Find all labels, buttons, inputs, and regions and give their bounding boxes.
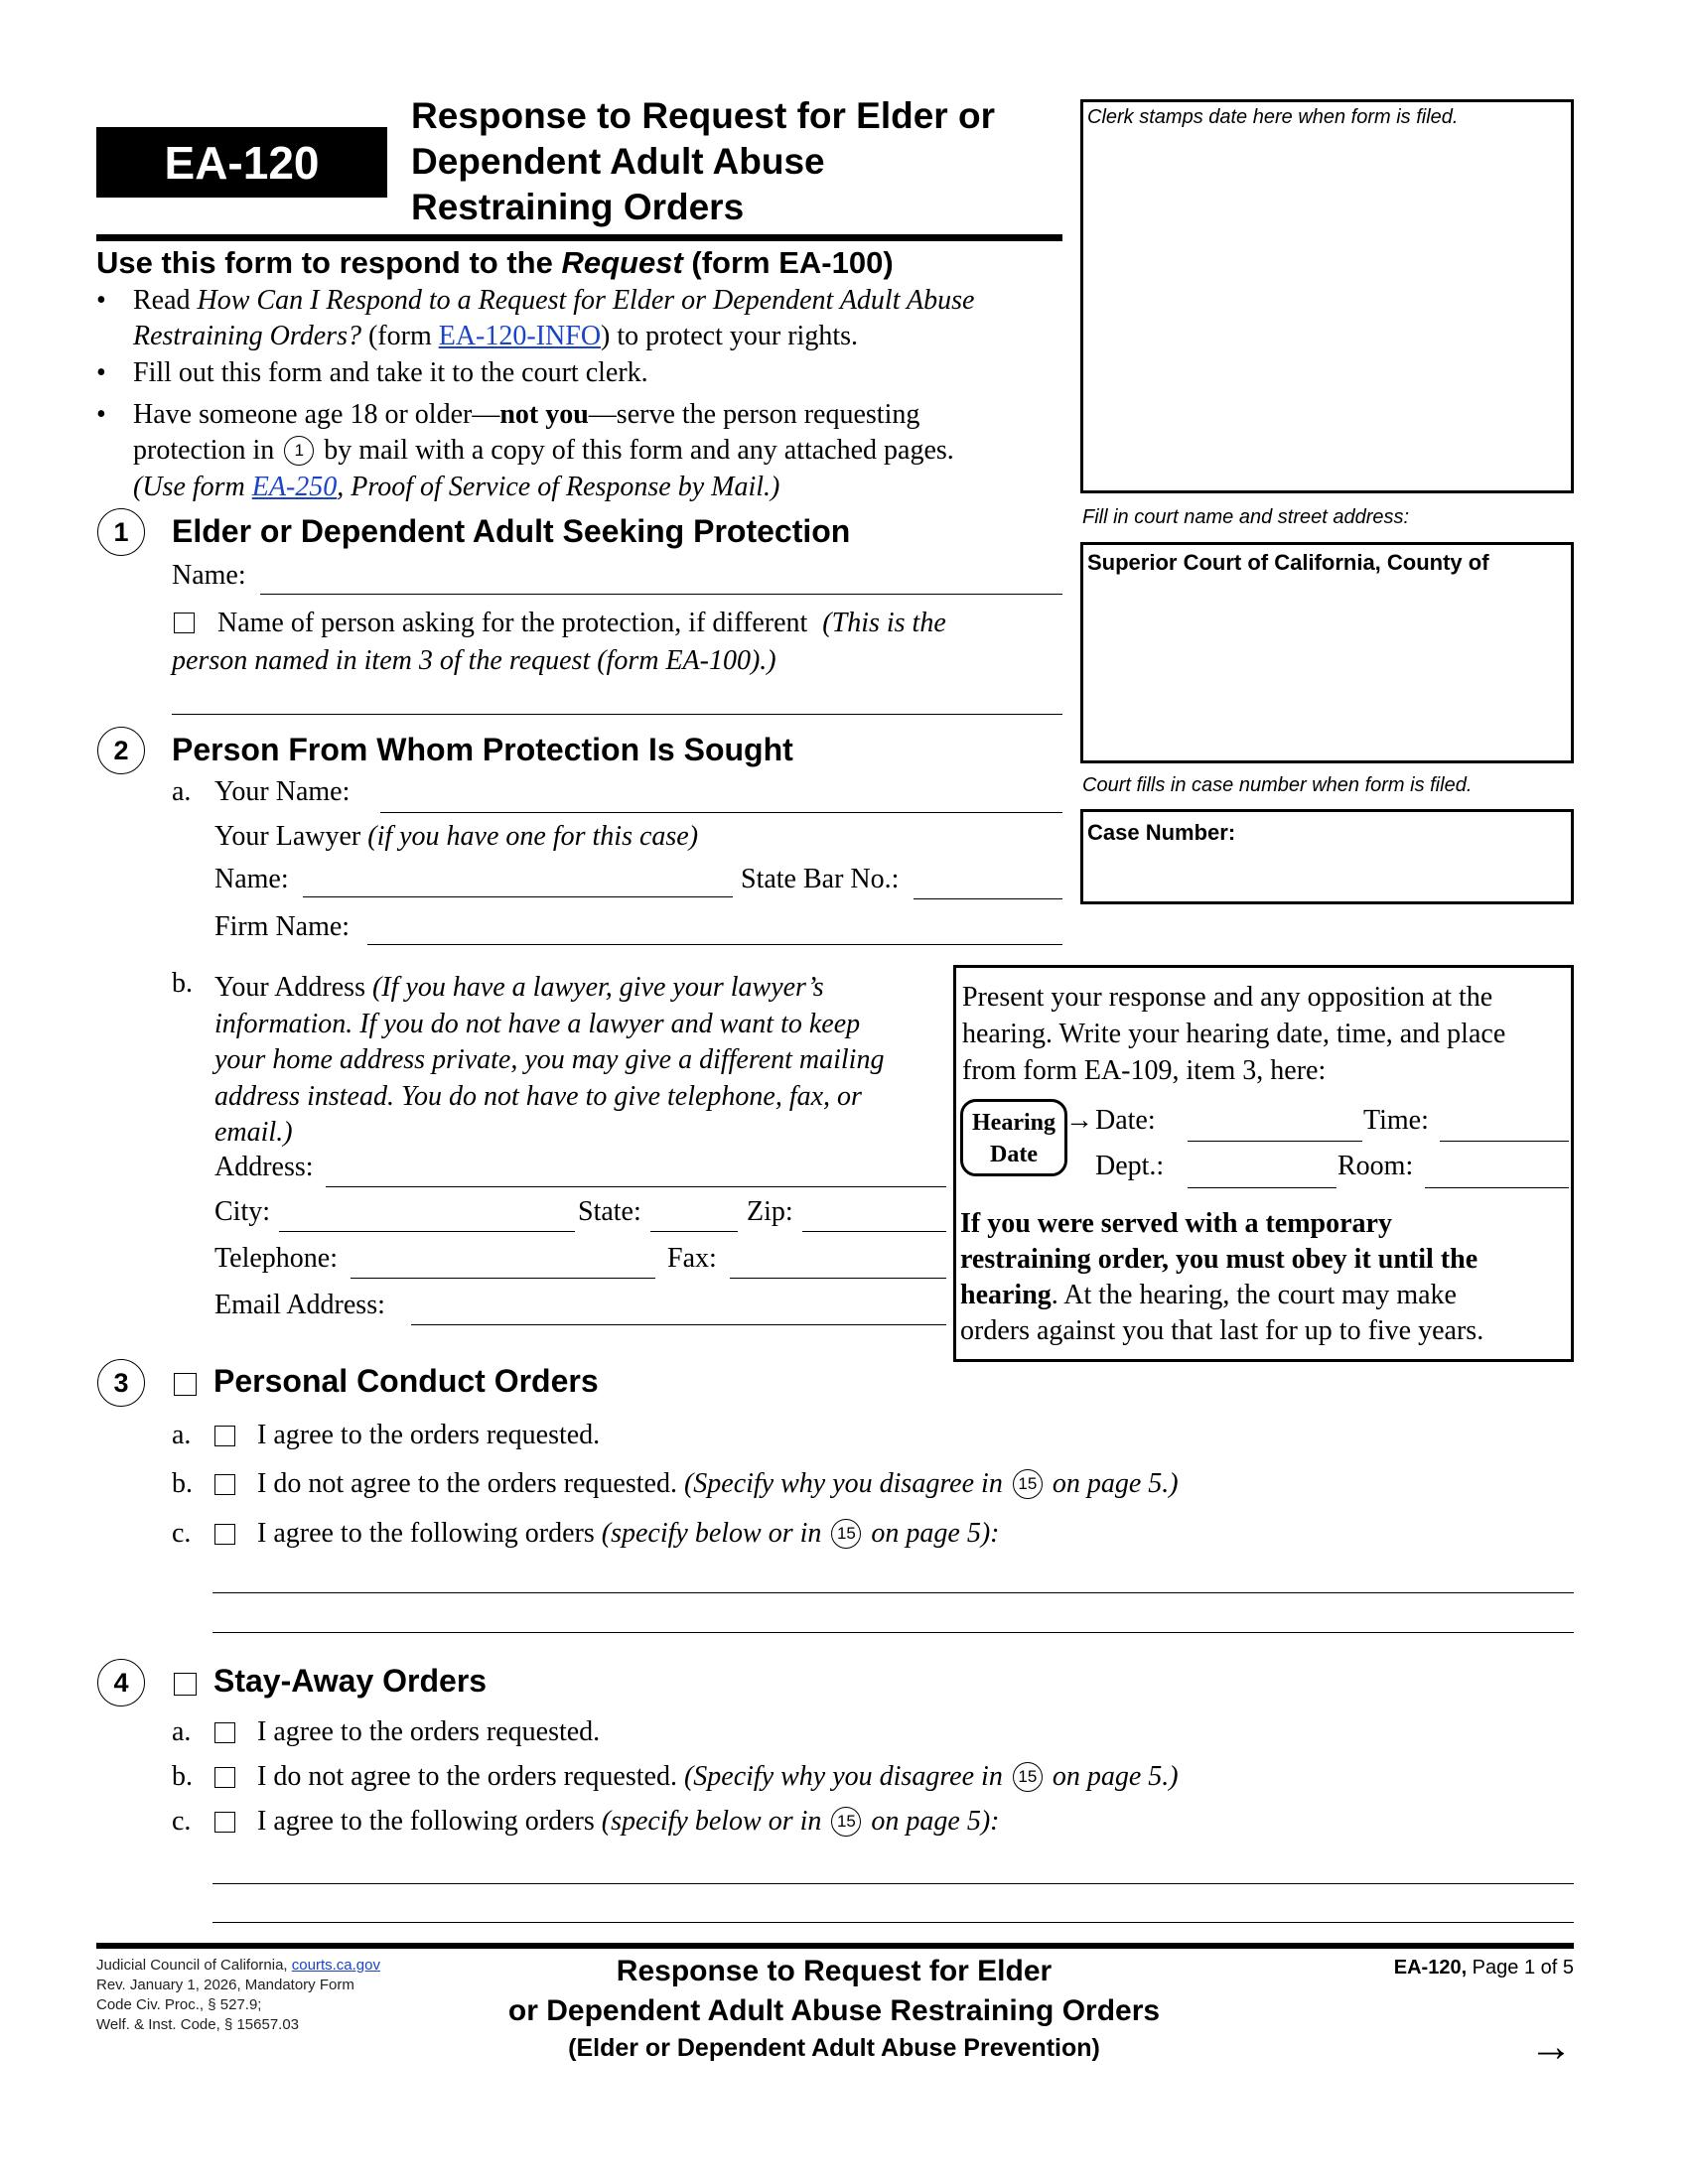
lawyer-name-label: Name:	[214, 864, 289, 894]
firm-name-label: Firm Name:	[214, 911, 351, 942]
hearing-date-field[interactable]	[1188, 1141, 1362, 1142]
hearing-time-field[interactable]	[1440, 1141, 1569, 1142]
footer-page-info: EA-120, Page 1 of 5	[1393, 1957, 1574, 1979]
ea-250-link[interactable]: EA-250	[251, 472, 338, 502]
footer-rule	[96, 1943, 1574, 1949]
item-15-reference: 15	[831, 1807, 861, 1837]
section-4b-text: I do not agree to the orders requested. (Specify why you disagree in 15 on page 5.)	[257, 1761, 1179, 1792]
telephone-field[interactable]	[351, 1278, 655, 1279]
hearing-date-badge: Hearing Date	[960, 1099, 1067, 1176]
section-4a-text: I agree to the orders requested.	[257, 1716, 601, 1747]
section-3c-line-2[interactable]	[212, 1632, 1574, 1633]
section-1-title: Elder or Dependent Adult Seeking Protection	[172, 513, 851, 549]
zip-label: Zip:	[747, 1196, 793, 1227]
different-person-checkbox[interactable]	[174, 613, 195, 633]
item-1-reference: 1	[284, 436, 314, 466]
section-2a-letter: a.	[172, 776, 192, 807]
hearing-dept-field[interactable]	[1188, 1187, 1336, 1188]
city-label: City:	[214, 1196, 271, 1227]
tro-warning: If you were served with a temporary restraining order, you must obey it until the hearing. At the hearing, the court may make orders against you that last for up to five years.	[960, 1208, 1484, 1346]
section-4c-letter: c.	[172, 1806, 192, 1837]
bullet-1-line2: Restraining Orders? (form EA-120-INFO) to protect your rights.	[133, 321, 858, 351]
section-4c-line-2[interactable]	[212, 1922, 1574, 1923]
footer-citation: Judicial Council of California, courts.ca.gov Rev. January 1, 2026, Mandatory Form Code Civ. Proc., § 527.9; Welf. & Inst. Code, § 15657.03	[96, 1957, 380, 2033]
email-label: Email Address:	[214, 1290, 385, 1320]
state-bar-label: State Bar No.:	[741, 864, 900, 894]
section-3c-line-1[interactable]	[212, 1592, 1574, 1593]
form-id: EA-120	[164, 136, 320, 189]
fax-label: Fax:	[667, 1243, 717, 1274]
your-name-field[interactable]	[380, 812, 1062, 813]
personal-conduct-orders-checkbox[interactable]	[174, 1373, 197, 1396]
header-rule	[96, 234, 1062, 241]
ea-120-info-link[interactable]: EA-120-INFO	[438, 321, 602, 351]
form-id-badge	[96, 127, 387, 198]
section-2b-letter: b.	[172, 968, 193, 999]
clerk-stamp-box	[1080, 99, 1574, 493]
hearing-time-label: Time:	[1363, 1105, 1429, 1136]
stay-away-orders-checkbox[interactable]	[174, 1673, 197, 1696]
state-bar-field[interactable]	[914, 898, 1062, 899]
section-4-number: 4	[97, 1659, 145, 1706]
bullet-3-line3: (Use form EA-250, Proof of Service of Response by Mail.)	[133, 472, 780, 502]
court-name-box[interactable]	[1080, 542, 1574, 763]
state-label: State:	[578, 1196, 641, 1227]
court-name-label: Superior Court of California, County of	[1087, 550, 1489, 575]
section-3-number: 3	[97, 1359, 145, 1407]
different-person-note: person named in item 3 of the request (form EA-100).)	[172, 645, 776, 676]
section-4a-letter: a.	[172, 1716, 192, 1747]
item-15-reference: 15	[831, 1519, 861, 1549]
section-4b-letter: b.	[172, 1761, 193, 1792]
hearing-room-label: Room:	[1337, 1151, 1414, 1181]
address-instructions: Your Address (If you have a lawyer, give your lawyer’s information. If you do not have a lawyer and want to keep your home address private, you may give a different mailing address instead. You do not have to give telephone, fax, or email.)	[214, 972, 885, 1148]
section-4c-checkbox[interactable]	[214, 1812, 235, 1833]
fax-field[interactable]	[730, 1278, 946, 1279]
state-field[interactable]	[650, 1231, 738, 1232]
bullet-icon: •	[96, 285, 106, 316]
city-field[interactable]	[279, 1231, 575, 1232]
address-label: Address:	[214, 1152, 314, 1182]
court-name-instruction: Fill in court name and street address:	[1082, 506, 1410, 528]
hearing-intro: Present your response and any opposition at the hearing. Write your hearing date, time, and place from form EA-109, item 3, here:	[962, 982, 1506, 1086]
zip-field[interactable]	[802, 1231, 946, 1232]
section-4c-text: I agree to the following orders (specify below or in 15 on page 5):	[257, 1806, 1000, 1837]
lawyer-name-field[interactable]	[303, 896, 733, 897]
section-3b-text: I do not agree to the orders requested. (Specify why you disagree in 15 on page 5.)	[257, 1468, 1179, 1499]
case-number-instruction: Court fills in case number when form is filed.	[1082, 774, 1473, 796]
section-3a-letter: a.	[172, 1420, 192, 1450]
section-3c-letter: c.	[172, 1518, 192, 1549]
section-3c-checkbox[interactable]	[214, 1524, 235, 1545]
bullet-icon: •	[96, 357, 106, 388]
intro-heading: Use this form to respond to the Request (form EA-100)	[96, 245, 894, 280]
different-person-label: Name of person asking for the protection, if different (This is the	[217, 608, 946, 638]
address-field[interactable]	[326, 1186, 946, 1187]
section-1-name-field[interactable]	[260, 594, 1062, 595]
telephone-label: Telephone:	[214, 1243, 338, 1274]
lawyer-label: Your Lawyer (if you have one for this case)	[214, 821, 699, 852]
section-2-number: 2	[97, 727, 145, 774]
next-page-arrow-icon[interactable]: →	[1529, 2022, 1573, 2071]
arrow-right-icon: →	[1065, 1105, 1093, 1136]
section-3a-checkbox[interactable]	[214, 1426, 235, 1446]
bullet-3-line2: protection in 1 by mail with a copy of this form and any attached pages.	[133, 435, 954, 466]
hearing-dept-label: Dept.:	[1095, 1151, 1165, 1181]
section-3-title: Personal Conduct Orders	[213, 1363, 599, 1399]
hearing-info-box	[953, 965, 1574, 1362]
courts-ca-gov-link[interactable]: courts.ca.gov	[291, 1957, 380, 1974]
form-title: Response to Request for Elder or Dependent Adult Abuse Restraining Orders	[411, 95, 995, 227]
footer-title: Response to Request for Elder or Dependent Adult Abuse Restraining Orders (Elder or Dependent Adult Abuse Prevention)	[507, 1955, 1161, 2062]
section-2-title: Person From Whom Protection Is Sought	[172, 732, 793, 767]
email-field[interactable]	[411, 1324, 946, 1325]
section-4a-checkbox[interactable]	[214, 1722, 235, 1743]
case-number-box[interactable]	[1080, 809, 1574, 904]
clerk-stamp-label: Clerk stamps date here when form is filed.	[1087, 106, 1459, 128]
item-15-reference: 15	[1013, 1469, 1043, 1499]
different-person-name-field[interactable]	[172, 714, 1062, 715]
section-1-name-label: Name:	[172, 560, 246, 591]
section-3b-letter: b.	[172, 1468, 193, 1499]
section-4c-line-1[interactable]	[212, 1883, 1574, 1884]
firm-name-field[interactable]	[367, 944, 1062, 945]
item-15-reference: 15	[1013, 1762, 1043, 1792]
bullet-icon: •	[96, 399, 106, 430]
section-4-title: Stay-Away Orders	[213, 1663, 488, 1699]
section-1-number: 1	[97, 508, 145, 556]
hearing-room-field[interactable]	[1425, 1187, 1569, 1188]
section-4b-checkbox[interactable]	[214, 1767, 235, 1788]
section-3b-checkbox[interactable]	[214, 1474, 235, 1495]
your-name-label: Your Name:	[214, 776, 351, 807]
hearing-date-label: Date:	[1095, 1105, 1156, 1136]
case-number-label: Case Number:	[1087, 820, 1236, 845]
section-3c-text: I agree to the following orders (specify below or in 15 on page 5):	[257, 1518, 1000, 1549]
section-3a-text: I agree to the orders requested.	[257, 1420, 601, 1450]
